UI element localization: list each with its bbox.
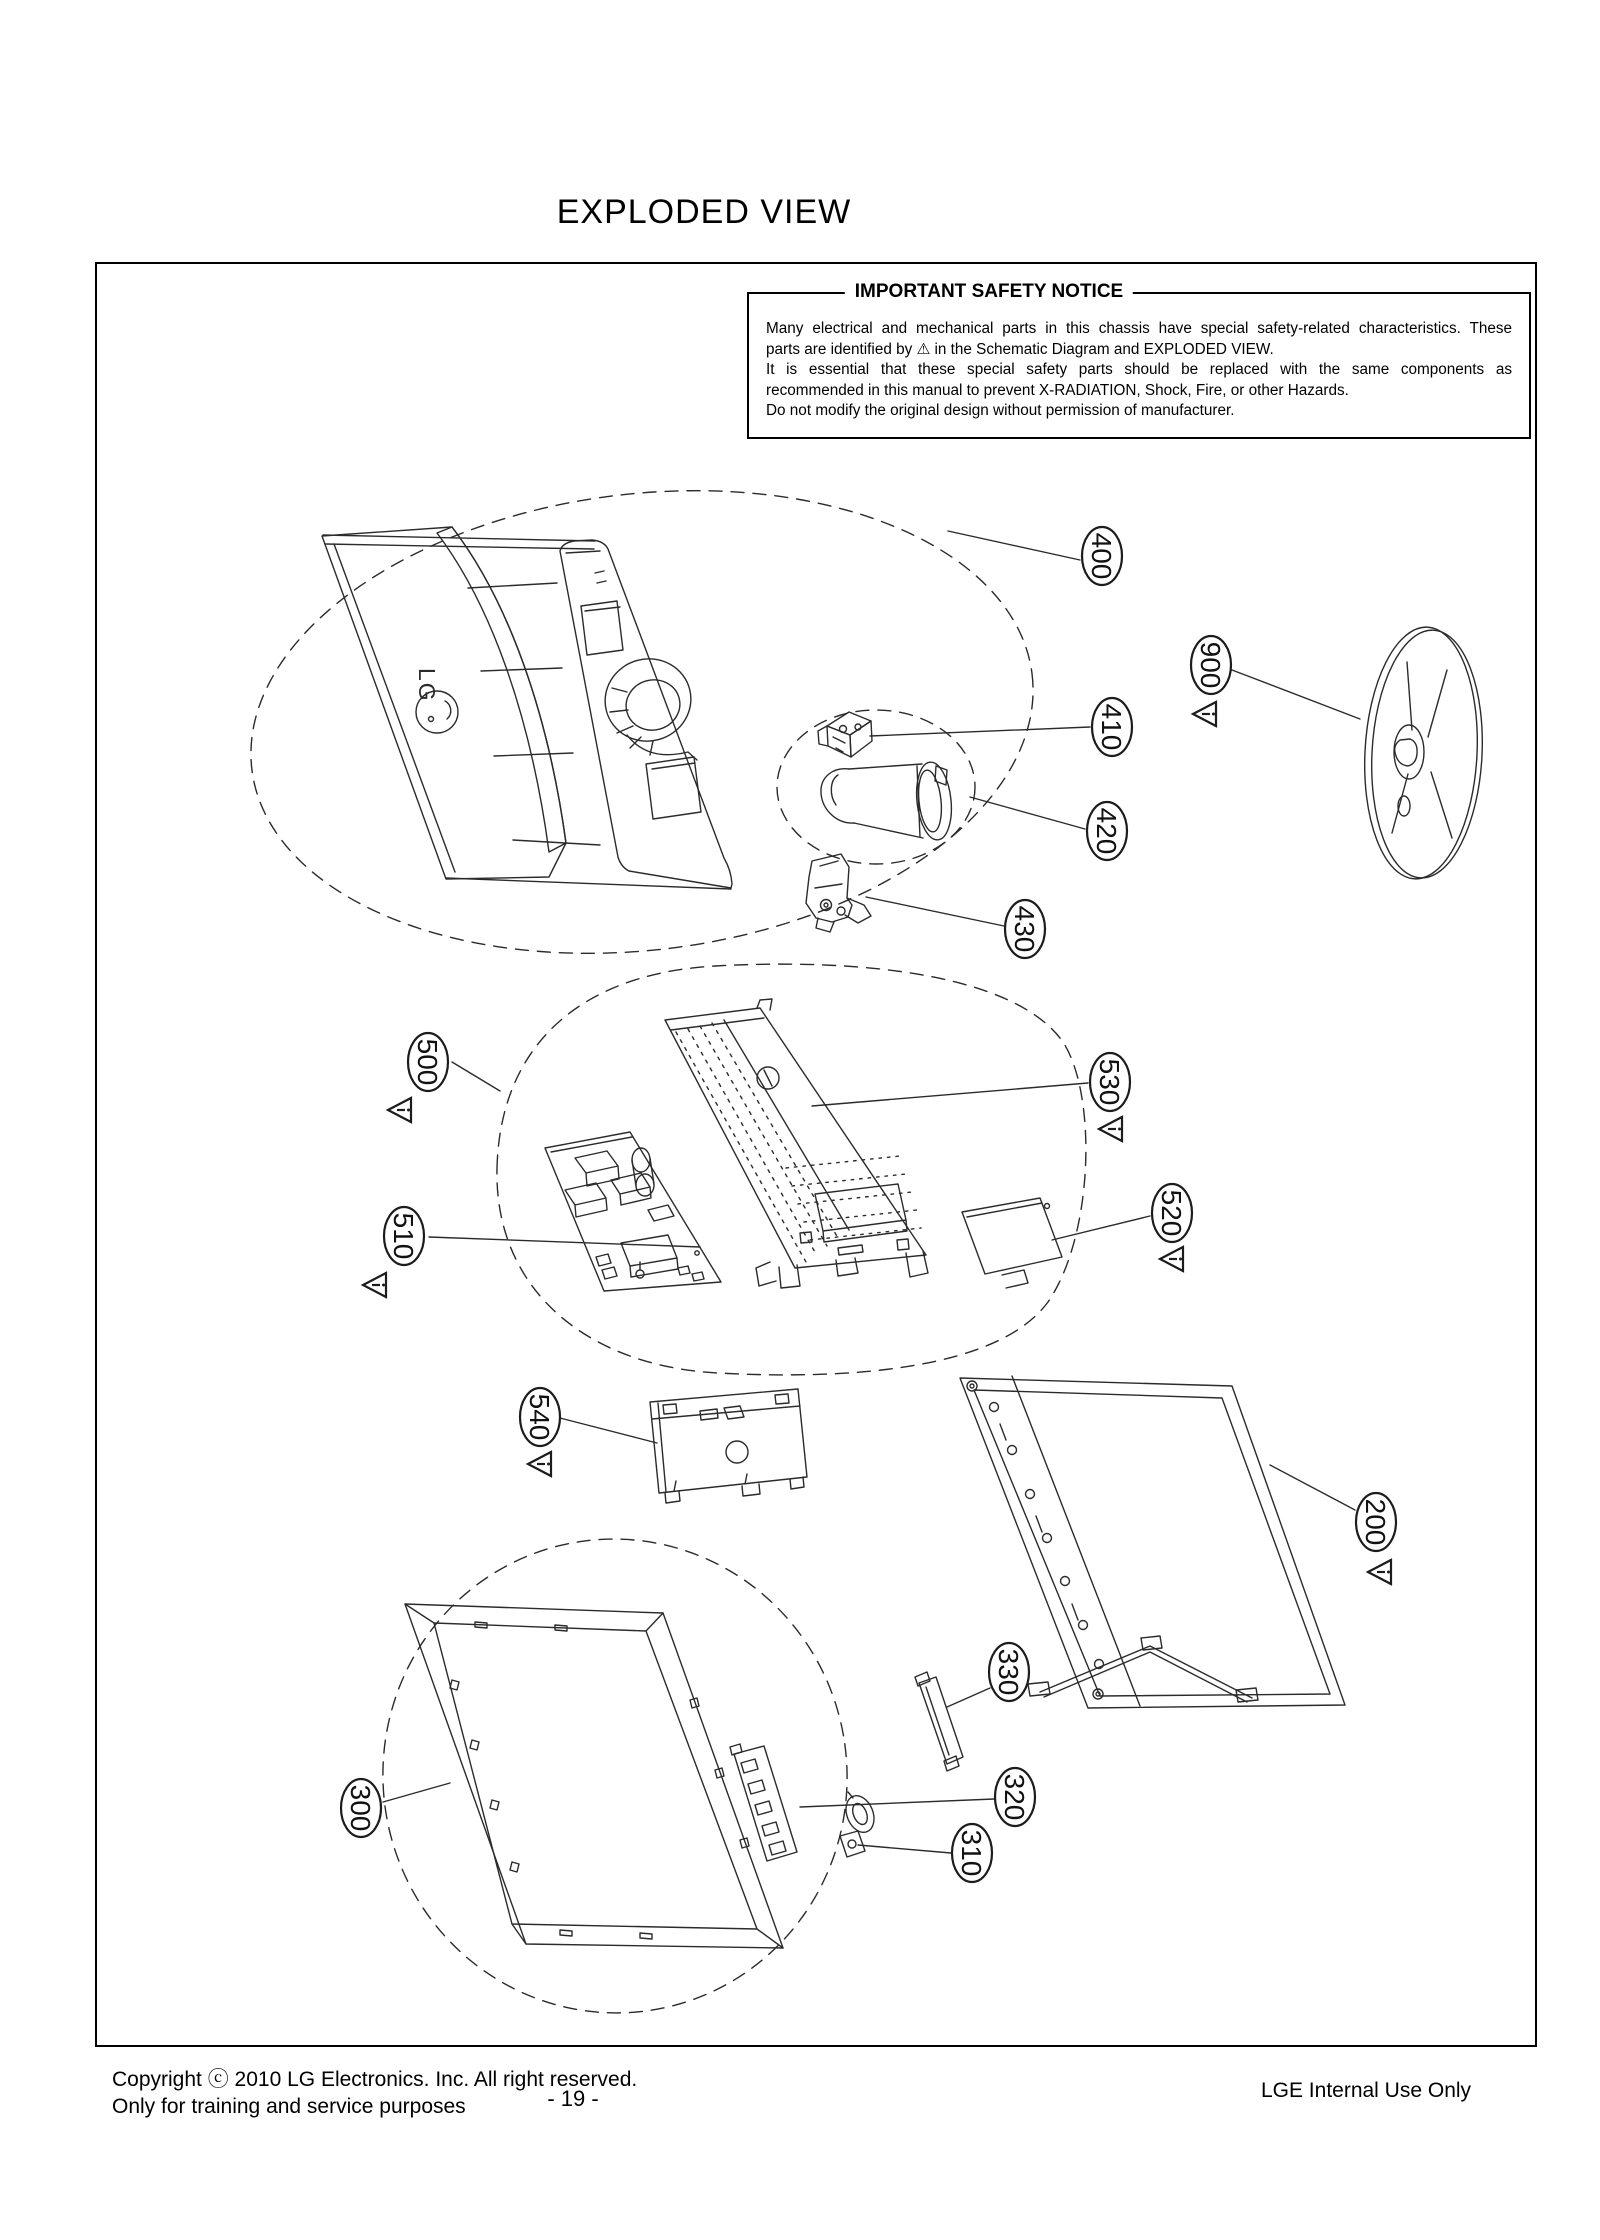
callout-label: 320 bbox=[999, 1773, 1030, 1821]
safety-notice-line: Do not modify the original design without permission of manufacturer. bbox=[766, 402, 1235, 420]
callout-520 bbox=[1152, 1184, 1192, 1242]
safety-notice-line: recommended in this manual to prevent X-RADIATION, Shock, Fire, or other Hazards. bbox=[766, 381, 1349, 399]
lg-logo bbox=[414, 668, 458, 733]
callout-label: 540 bbox=[524, 1393, 555, 1441]
warning-triangle-icon bbox=[528, 1452, 551, 1476]
callout-300 bbox=[341, 1779, 381, 1837]
callout-label: 300 bbox=[345, 1784, 376, 1832]
warning-triangle-icon bbox=[1368, 1560, 1391, 1584]
callout-label: 500 bbox=[412, 1038, 443, 1086]
part-430-hinge bbox=[806, 854, 871, 932]
internal-use-label: LGE Internal Use Only bbox=[1260, 2079, 1472, 2102]
warning-triangle-icon bbox=[1160, 1247, 1183, 1271]
warning-triangle-icon bbox=[388, 1098, 411, 1122]
callout-label: 430 bbox=[1009, 905, 1040, 953]
safety-notice-line: Many electrical and mechanical parts in this chassis have special safety-related characteristics. These bbox=[766, 320, 1512, 337]
callout-label: 310 bbox=[956, 1829, 987, 1877]
callout-510 bbox=[384, 1207, 424, 1265]
part-330-deco-strip bbox=[915, 1672, 963, 1771]
front-frame-group bbox=[352, 1509, 879, 2043]
warning-triangle-icon bbox=[1193, 702, 1216, 726]
front-cabinet-group bbox=[224, 448, 1060, 996]
safety-notice-line: parts are identified by ⚠ in the Schematic Diagram and EXPLODED VIEW. bbox=[766, 340, 1274, 358]
callout-900 bbox=[1191, 636, 1231, 694]
callout-320 bbox=[995, 1768, 1035, 1826]
callout-label: 420 bbox=[1091, 807, 1122, 855]
part-420-stand-body bbox=[821, 760, 955, 841]
safety-notice-title: IMPORTANT SAFETY NOTICE bbox=[845, 281, 1133, 303]
callout-530 bbox=[1090, 1053, 1130, 1111]
safety-notice-line: It is essential that these special safety parts should be replaced with the same components as bbox=[766, 361, 1512, 379]
boards-group bbox=[497, 964, 1086, 1375]
callout-330 bbox=[989, 1643, 1029, 1701]
page-number: - 19 - bbox=[547, 2086, 599, 2111]
lg-logo-text: LG bbox=[414, 668, 440, 703]
callout-500 bbox=[408, 1033, 448, 1091]
part-410-hinge-bracket bbox=[818, 712, 872, 757]
callout-label: 400 bbox=[1086, 532, 1117, 580]
callout-label: 900 bbox=[1195, 641, 1226, 689]
part-520-sub-board bbox=[962, 1198, 1062, 1288]
warning-triangle-icon bbox=[1099, 1117, 1122, 1141]
part-310-small-bracket bbox=[840, 1831, 865, 1857]
callout-label: 520 bbox=[1156, 1189, 1187, 1237]
copyright-line: Copyright ⓒ 2010 LG Electronics. Inc. All right reserved. bbox=[112, 2068, 638, 2091]
callout-label: 200 bbox=[1360, 1498, 1391, 1546]
callout-label: 410 bbox=[1096, 703, 1127, 751]
copyright-line: Only for training and service purposes bbox=[112, 2095, 466, 2118]
callout-label: 530 bbox=[1094, 1058, 1125, 1106]
warning-triangle-icon bbox=[363, 1273, 386, 1297]
callout-310 bbox=[952, 1824, 992, 1882]
callout-label: 330 bbox=[993, 1648, 1024, 1696]
callout-400 bbox=[1082, 527, 1122, 585]
callout-410 bbox=[1092, 698, 1132, 756]
part-320-key-board bbox=[730, 1744, 879, 1861]
callout-label: 510 bbox=[388, 1212, 419, 1260]
part-530-power-board bbox=[665, 999, 928, 1288]
part-900-stand-base bbox=[1358, 624, 1488, 882]
part-510-main-board bbox=[545, 1132, 721, 1291]
callout-420 bbox=[1087, 802, 1127, 860]
callout-200 bbox=[1356, 1493, 1396, 1551]
part-300-front-frame bbox=[405, 1604, 783, 1948]
callout-430 bbox=[1005, 900, 1045, 958]
callout-540 bbox=[520, 1388, 560, 1446]
part-540-bracket bbox=[650, 1389, 807, 1503]
page-title: EXPLODED VIEW bbox=[556, 193, 852, 231]
